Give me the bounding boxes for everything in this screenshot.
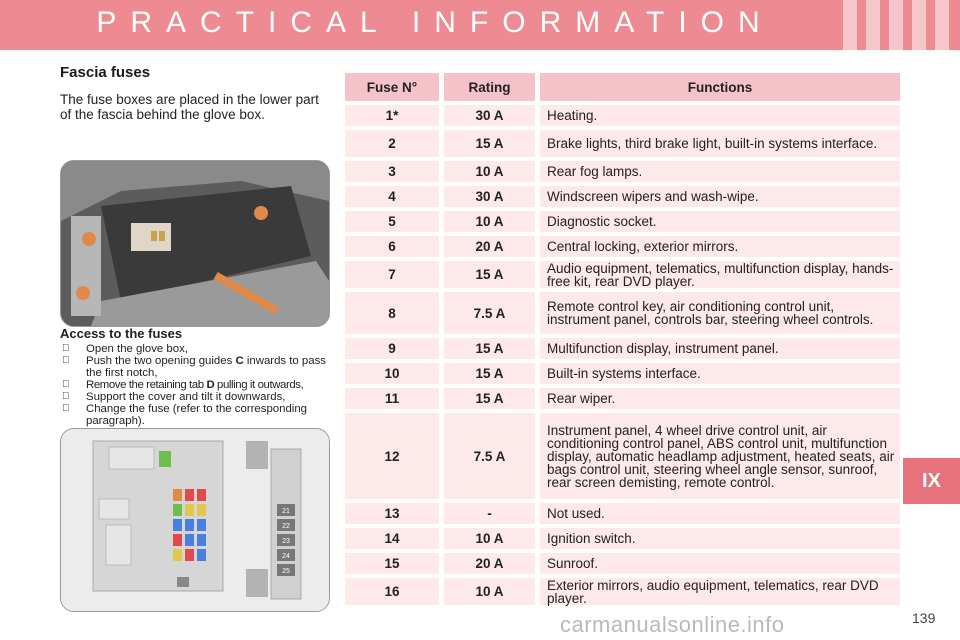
column-header-rating: Rating: [439, 73, 535, 101]
header-stripe: [889, 0, 903, 50]
fuse-function: Exterior mirrors, audio equipment, telematics, rear DVD player.: [535, 578, 900, 605]
column-header-functions: Functions: [535, 73, 900, 101]
fuse-function: Not used.: [535, 503, 900, 524]
table-row: [345, 236, 900, 257]
table-row: [345, 292, 900, 334]
table-row: [345, 338, 900, 359]
fuse-rating: 10 A: [439, 578, 535, 605]
fuse-rating: 20 A: [439, 553, 535, 574]
fuse-function: Multifunction display, instrument panel.: [535, 338, 900, 359]
fuse-number: 13: [345, 503, 439, 524]
page-number: 139: [912, 610, 936, 626]
glove-box-photo: [60, 160, 330, 327]
access-title: Access to the fuses: [60, 326, 183, 341]
bullet-icon: [62, 379, 69, 391]
fuse-function: Remote control key, air conditioning control unit, instrument panel, controls bar, steering wheel controls.: [535, 292, 900, 334]
fuse-number: 11: [345, 388, 439, 409]
fuse-rating: 15 A: [439, 363, 535, 384]
page-title: PRACTICAL INFORMATION: [96, 6, 774, 39]
section-title: Fascia fuses: [60, 64, 151, 81]
bullet-icon: [62, 403, 70, 415]
fuse-table: [345, 69, 900, 609]
list-item: Support the cover and tilt it downwards,: [60, 391, 330, 403]
fuse-number: 8: [345, 292, 439, 334]
fuse-label: 25: [282, 568, 290, 575]
fuse-number: 16: [345, 578, 439, 605]
header-stripe: [912, 0, 926, 50]
table-header-row: [345, 73, 900, 101]
fuse-number: 12: [345, 413, 439, 499]
fuse-rating: 7.5 A: [439, 413, 535, 499]
fuse-number: 1*: [345, 105, 439, 126]
header-stripe: [866, 0, 880, 50]
watermark: carmanualsonline.info: [560, 612, 785, 637]
fuse-number: 4: [345, 186, 439, 207]
fuse-number: 14: [345, 528, 439, 549]
fuse-function: Windscreen wipers and wash-wipe.: [535, 186, 900, 207]
fuse-function: Instrument panel, 4 wheel drive control unit, air conditioning control panel, ABS control unit, multifunction display, automatic headlamp adjustment, heated seats, air bags control unit, steering wheel angle sensor, sunroof, rear screen demisting, remote control.: [535, 413, 900, 499]
table-row: [345, 161, 900, 182]
fuse-function: Rear fog lamps.: [535, 161, 900, 182]
list-item: Remove the retaining tab D pulling it outwards,: [60, 379, 330, 391]
bullet-icon: [62, 391, 70, 403]
table-row: [345, 261, 900, 288]
bullet-icon: [62, 355, 70, 367]
fuse-rating: 30 A: [439, 105, 535, 126]
fuse-label: 21: [282, 508, 290, 515]
table-row: [345, 413, 900, 499]
fuse-function: Brake lights, third brake light, built-in systems interface.: [535, 130, 900, 157]
list-item: Push the two opening guides C inwards to pass the first notch,: [60, 355, 330, 379]
fuse-number: 5: [345, 211, 439, 232]
fuse-rating: -: [439, 503, 535, 524]
table-row: [345, 186, 900, 207]
fuse-rating: 10 A: [439, 211, 535, 232]
fuse-number: 2: [345, 130, 439, 157]
table-row: [345, 363, 900, 384]
table-row: [345, 105, 900, 126]
fuse-label: 22: [282, 523, 290, 530]
table-row: [345, 578, 900, 605]
table-row: [345, 388, 900, 409]
fuse-rating: 15 A: [439, 388, 535, 409]
fuse-rating: 20 A: [439, 236, 535, 257]
fuse-label: 24: [282, 553, 290, 560]
fuse-number: 3: [345, 161, 439, 182]
fuse-rating: 15 A: [439, 130, 535, 157]
fuse-label: 23: [282, 538, 290, 545]
fuse-box-illustration: [61, 429, 329, 611]
list-item: Open the glove box,: [60, 343, 330, 355]
fuse-rating: 7.5 A: [439, 292, 535, 334]
table-row: [345, 553, 900, 574]
fuse-function: Ignition switch.: [535, 528, 900, 549]
fuse-number: 6: [345, 236, 439, 257]
fuse-number: 9: [345, 338, 439, 359]
fuse-number: 7: [345, 261, 439, 288]
list-item: Change the fuse (refer to the corresponding paragraph).: [60, 403, 330, 427]
column-header-fuse: Fuse N°: [345, 73, 439, 101]
table-row: [345, 211, 900, 232]
fuse-function: Audio equipment, telematics, multifunction display, hands-free kit, rear DVD player.: [535, 261, 900, 288]
fuse-rating: 15 A: [439, 338, 535, 359]
fuse-box-diagram: [60, 428, 330, 612]
fuse-rating: 10 A: [439, 161, 535, 182]
fuse-function: Sunroof.: [535, 553, 900, 574]
table-row: [345, 528, 900, 549]
bullet-icon: [62, 343, 70, 355]
header-stripe: [935, 0, 949, 50]
access-steps: [60, 343, 330, 427]
chapter-tab[interactable]: IX: [903, 458, 960, 504]
header-stripe: [843, 0, 857, 50]
fuse-function: Diagnostic socket.: [535, 211, 900, 232]
fuse-number: 10: [345, 363, 439, 384]
header-bar: [0, 0, 960, 50]
fuse-rating: 15 A: [439, 261, 535, 288]
table-row: [345, 130, 900, 157]
fuse-function: Rear wiper.: [535, 388, 900, 409]
glove-box-illustration: [61, 161, 329, 326]
fuse-number: 15: [345, 553, 439, 574]
fuse-rating: 30 A: [439, 186, 535, 207]
intro-text: The fuse boxes are placed in the lower part of the fascia behind the glove box.: [60, 92, 319, 122]
table-row: [345, 503, 900, 524]
fuse-function: Central locking, exterior mirrors.: [535, 236, 900, 257]
fuse-function: Built-in systems interface.: [535, 363, 900, 384]
fuse-rating: 10 A: [439, 528, 535, 549]
fuse-function: Heating.: [535, 105, 900, 126]
